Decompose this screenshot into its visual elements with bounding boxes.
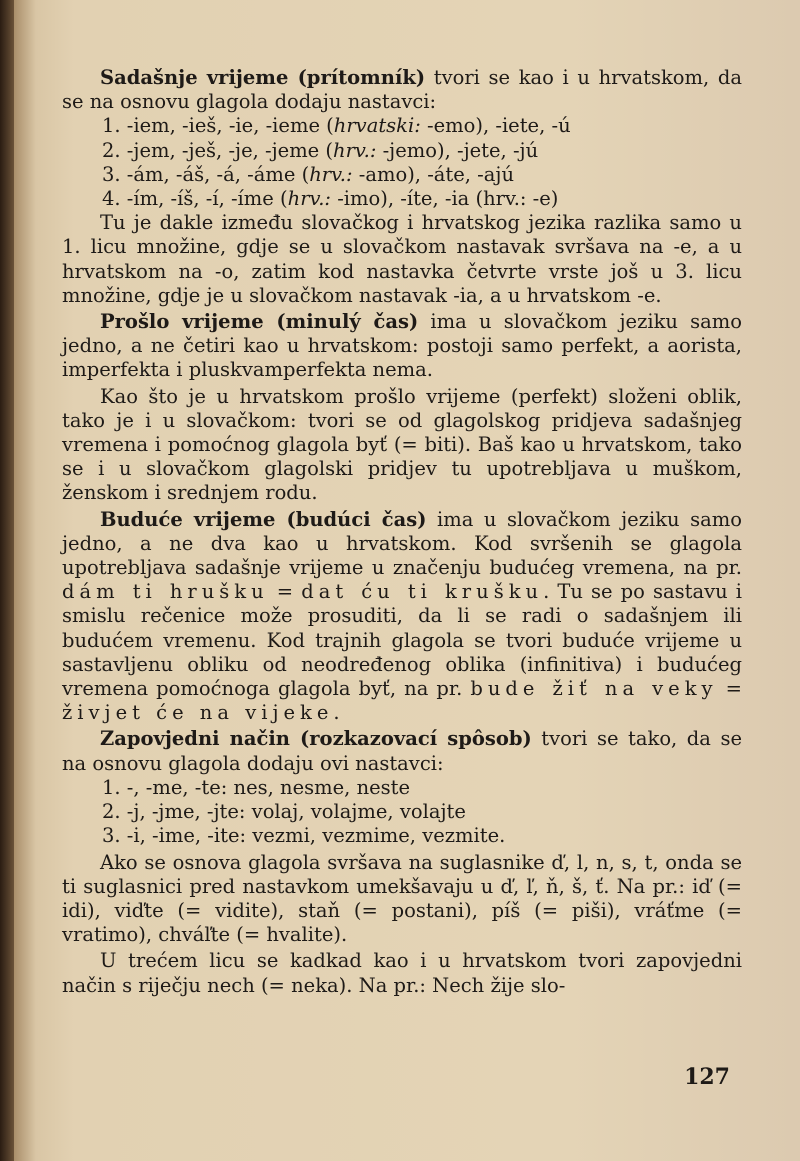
paragraph-future-tense xyxy=(62,508,742,726)
list-item xyxy=(62,114,742,138)
paragraph-text: . xyxy=(333,701,340,725)
paragraph-text: Tu je dakle između slovačkog i hrvatskog jezika razlika samo u 1. licu množine, gdje se u slovačkom nastavak svršava na -e, a u hrvatskom na -o, zatim kod nastavka četvrte vrste još u 3. licu množine, gdje je u slovačkom nastavak -ia, a u hrvatskom -e. xyxy=(62,211,742,307)
paragraph-text: tvori se kao i u hrvatskom, da se na osnovu glagola dodaju nastavci: xyxy=(62,66,742,114)
list-italic: hrv.: xyxy=(333,138,377,162)
paragraph-perfect xyxy=(62,385,742,506)
list-item: 2. -j, -jme, -jte: volaj, volajme, volajte xyxy=(102,800,466,824)
paragraph-text: = xyxy=(717,677,742,701)
paragraph-text: ima u slovačkom jeziku samo jedno, a ne dva kao u hrvatskom. Kod svršenih se glagola upotrebljava sadašnje vrijeme u značenju budućeg vremena, na pr. xyxy=(62,507,742,580)
list-item xyxy=(62,139,742,163)
example-spaced: dat ću ti krušku xyxy=(301,580,544,604)
paragraph-past-tense xyxy=(62,310,742,383)
list-item: 1. -, -me, -te: nes, nesme, neste xyxy=(102,775,411,799)
paragraph-text: Kao što je u hrvatskom prošlo vrijeme (perfekt) složeni oblik, tako je i u slovačkom: tvori se od glagolskog pridjeva sadašnjeg vremena i pomoćnog glagola byť (= biti). Baš kao u hrvatskom, tako se i u slovačkom glagolski pridjev tu upotrebljava u muškom, ženskom i srednjem rodu. xyxy=(62,384,742,505)
paragraph-text: = xyxy=(268,580,302,604)
paragraph-imperative xyxy=(62,727,742,775)
list-italic: hrv.: xyxy=(309,162,353,186)
ending-list xyxy=(62,114,742,211)
example-spaced: dám ti hrušku xyxy=(62,580,269,604)
imperative-list xyxy=(62,776,742,849)
list-italic: hrvatski: xyxy=(333,114,421,138)
list-text: 1. -iem, -ieš, -ie, -ieme ( xyxy=(102,114,334,138)
paragraph-text: . Tu se po sastavu i smislu rečenice može prosuditi, da li se radi o sadašnjem ili budućem vremenu. Kod trajnih glagola se tvori buduće vrijeme u sastavljenu obliku od neodređenog oblika (infinitiva) i budućeg vremena pomoćnoga glagola byť, na pr. xyxy=(62,580,742,701)
heading-past-tense: Prošlo vrijeme (minulý čas) xyxy=(100,310,419,334)
list-text: -emo), -iete, -ú xyxy=(420,114,571,138)
paragraph-text: ima u slovačkom jeziku samo jedno, a ne četiri kao u hrvatskom: postoji samo perfekt, a aorista, imperfekta i pluskvamperfekta nema. xyxy=(62,310,742,382)
list-item xyxy=(62,187,742,211)
example-spaced: živjet će na vijeke xyxy=(62,701,334,725)
page-number: 127 xyxy=(684,1064,730,1090)
list-text: 3. -ám, -áš, -á, -áme ( xyxy=(102,162,310,186)
list-text: 4. -ím, -íš, -í, -íme ( xyxy=(102,187,288,211)
list-italic: hrv.: xyxy=(287,187,331,211)
list-text: -amo), -áte, -ajú xyxy=(352,162,515,186)
page-text xyxy=(62,66,742,998)
paragraph-difference xyxy=(62,211,742,308)
example-spaced: bude žiť na veky xyxy=(470,677,718,701)
paragraph-text: U trećem licu se kadkad kao i u hrvatskom tvori zapovjedni način s riječju nech (= neka). Na pr.: Nech žije slo- xyxy=(62,949,742,997)
book-page xyxy=(14,0,800,1161)
list-text: 2. -jem, -ješ, -je, -jeme ( xyxy=(102,138,334,162)
list-item xyxy=(62,163,742,187)
list-text: -jemo), -jete, -jú xyxy=(376,138,539,162)
paragraph-present-tense xyxy=(62,66,742,114)
paragraph-text: tvori se tako, da se na osnovu glagola dodaju ovi nastavci: xyxy=(62,727,742,775)
heading-present-tense: Sadašnje vrijeme (prítomník) xyxy=(100,66,426,89)
list-text: -imo), -íte, -ia (hrv.: -e) xyxy=(331,187,559,211)
paragraph-softening xyxy=(62,851,742,948)
heading-imperative: Zapovjedni način (rozkazovací spôsob) xyxy=(100,727,532,751)
paragraph-text: Ako se osnova glagola svršava na suglasnike ď, l, n, s, t, onda se ti suglasnici pred nastavkom umekšavaju u ď, ľ, ň, š, ť. Na pr.: iď (= idi), viďte (= vidite), staň (= postani), píš (= piši), vráťme (= vratimo), chváľte (= hvalite). xyxy=(62,850,742,947)
list-item: 3. -i, -ime, -ite: vezmi, vezmime, vezmite. xyxy=(102,824,506,848)
book-spine xyxy=(0,0,14,1161)
paragraph-third-person xyxy=(62,949,742,997)
heading-future-tense: Buduće vrijeme (budúci čas) xyxy=(100,507,427,531)
